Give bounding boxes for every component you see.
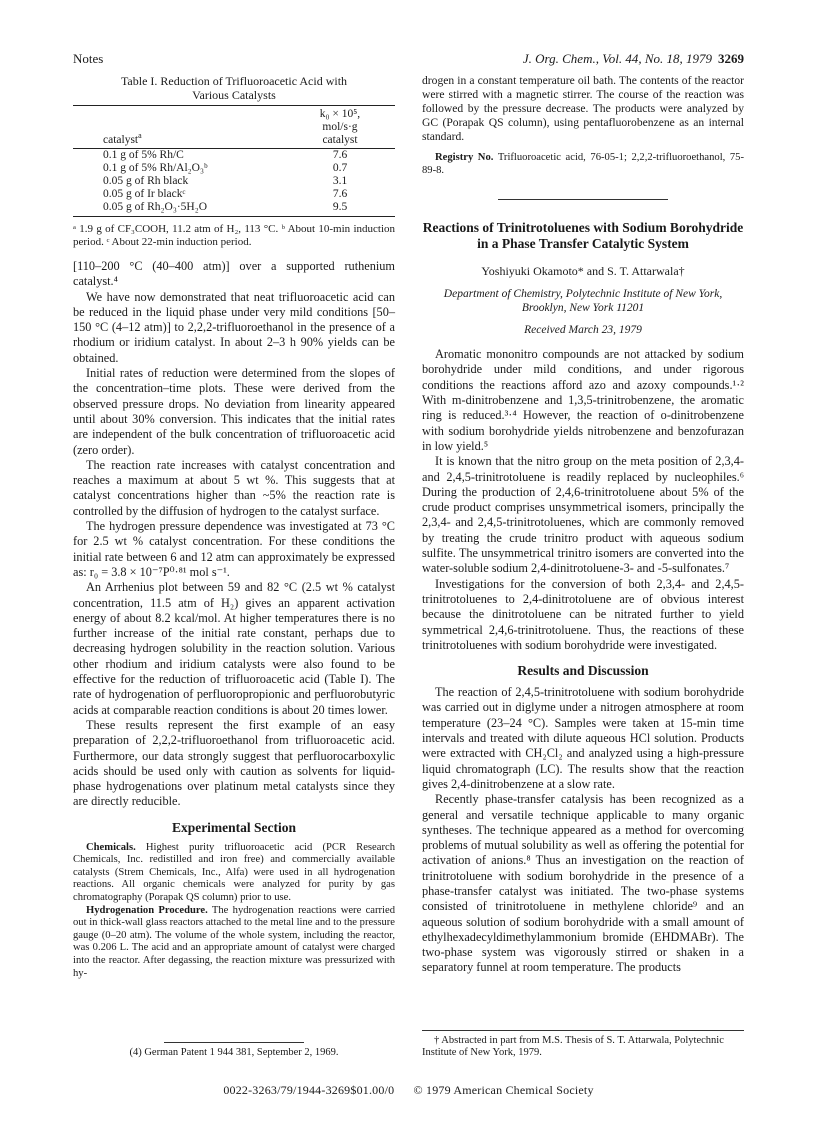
footnote-rule	[422, 1030, 744, 1031]
section-heading-experimental: Experimental Section	[171, 819, 297, 835]
footnote-right	[422, 1030, 744, 1059]
paragraph-hydrogenation	[73, 905, 395, 981]
registry-paragraph	[422, 152, 744, 177]
table-cell-catalyst: 0.1 g of 5% Rh/C	[103, 149, 184, 161]
paragraph: drogen in a constant temperature oil bath. The contents of the reactor were stirred with a magnetic stirrer. The course of the reaction was followed by the pressure decrease. The products were analyzed by GC (Porapak QS column), using pentafluorobenzene as an internal standard.	[422, 74, 744, 143]
table-header-row	[73, 106, 395, 149]
section-heading-results: Results and Discussion	[517, 663, 649, 679]
paragraph: Aromatic mononitro compounds are not attacked by sodium borohydride under mild conditions, and under rigorous conditions the reactions afford azo and azoxy compounds.¹·² With m-dinitrobenzene and 1,3,5-trinitrobenzene, the aromatic ring is reduced.³·⁴ However, the reaction of o-dinitrobenzene with sodium borohydride yields nitrobenzene and benzofurazan in low yield.⁵	[422, 347, 744, 453]
paragraph: An Arrhenius plot between 59 and 82 °C (2.5 wt % catalyst concentration, 11.5 atm of H₂) gives an apparent activation energy of about 8.2 kcal/mol. At higher temperatures there is no further increase of the initial rate constant, perhaps due to decreasing hydrogen solubility in the reaction solution. Various other rhodium and iridium catalysts were also found to be effective for the reduction of trifluoroacetic acid (Table I). The rate of hydrogenation of perfluoropropionic and perfluorobutyric acids at comparable reaction conditions is about 20 times lower.	[73, 580, 395, 717]
table-row	[73, 149, 395, 163]
catalyst-table	[73, 105, 395, 217]
received-date: Received March 23, 1979	[524, 324, 642, 337]
table-cell-rate: 7.6	[332, 149, 348, 161]
paragraph: [110–200 °C (40–400 atm)] over a supported ruthenium catalyst.⁴	[73, 259, 395, 289]
run-in-heading: Registry No.	[435, 152, 494, 163]
paragraph: The hydrogen pressure dependence was investigated at 73 °C for 2.5 wt % catalyst concentration. For these conditions the initial rate between 6 and 12 atm can approximately be expressed as: r₀ = 3.8 × 10⁻⁷P⁰·⁸¹ mol s⁻¹.	[73, 519, 395, 579]
paragraph: Recently phase-transfer catalysis has been recognized as a general and versatile technique applicable to many organic syntheses. The technique appeared as a method for overcoming problems of mutual solubility as well as offering the potential for activation of anions.⁸ Thus an investigation on the reaction of trinitrotoluene with sodium borohydride in the presence of a phase-transfer catalyst was initiated. The two-phase systems consisted of trinitrotoluene in methylene chloride⁹ and an aqueous solution of sodium borohydride with a small amount of ethylhexadecyldimethylammonium bromide (EHDMABr). The two-phase system was vigorously stirred or shaken in a separatory funnel at room temperature. The products	[422, 792, 744, 975]
journal-citation: J. Org. Chem., Vol. 44, No. 18, 1979	[522, 51, 712, 66]
table-row	[73, 201, 395, 217]
table-caption-line2: Various Catalysts	[192, 88, 276, 102]
paragraph: The reaction rate increases with catalyst concentration and reaches a maximum at about 5 wt %. This suggests that at catalyst concentrations higher than ~5% the reaction rate is controlled by the diffusion of hydrogen to the catalyst surface.	[73, 457, 395, 518]
paragraph-text: Highest purity trifluoroacetic acid (PCR Research Chemicals, Inc. redistilled and iron free) and commercially available catalysts (Strem Chemicals, Inc., Alfa) were used in all hydrogenation reactions. All organic chemicals were analyzed for purity by gas chromatography (Porapak QS column) prior to use.	[73, 841, 395, 904]
table-footnote: ᵃ 1.9 g of CF₃COOH, 11.2 atm of H₂, 113 °C. ᵇ About 10-min induction period. ᶜ About 22-min induction period.	[73, 223, 395, 248]
copyright: © 1979 American Chemical Society	[413, 1083, 594, 1097]
header-rate: k₀ × 10⁵, mol/s·g catalyst	[285, 106, 395, 149]
table-cell-catalyst: 0.05 g of Rh₂O₃·5H₂O	[73, 201, 285, 217]
paragraph: Initial rates of reduction were determined from the slopes of the concentration–time plots. These were derived from the observed pressure drops. No deviation from linearity appeared until about 30% conversion. This indicates that the initial rates are independent of the bulk concentration of trifluoroacetic acid (zero order).	[73, 366, 395, 457]
paragraph-chemicals	[73, 842, 395, 905]
table-cell-catalyst: 0.05 g of Ir blackᶜ	[103, 188, 186, 200]
header-catalyst: catalyst$^a$	[73, 106, 285, 149]
article-affiliation: Department of Chemistry, Polytechnic Institute of New York, Brooklyn, New York 11201	[443, 288, 723, 315]
table-cell-catalyst: 0.1 g of 5% Rh/Al₂O₃ᵇ	[103, 162, 208, 174]
footnote-text: † Abstracted in part from M.S. Thesis of S. T. Attarwala, Polytechnic Institute of New York, 1979.	[422, 1035, 724, 1058]
table-row	[73, 162, 395, 175]
table-row	[73, 188, 395, 201]
table-cell-rate: 0.7	[332, 162, 348, 174]
table-caption-line1: Table I. Reduction of Trifluoroacetic Acid with	[120, 74, 348, 88]
paragraph: Investigations for the conversion of both 2,3,4- and 2,4,5-trinitrotoluenes to 2,4-dinitrotoluene are of obvious interest because the dinitrotoluene can be nitrated further to yield symmetrical 2,4,6-trinitrotoluene. Thus, the reactions of these trinitrotoluenes with sodium borohydride were investigated.	[422, 576, 744, 652]
footnote-left	[73, 1042, 395, 1059]
header-section: Notes	[73, 51, 104, 66]
paragraph: We have now demonstrated that neat trifluoroacetic acid can be reduced in the liquid phase under very mild conditions [50–150 °C (4–12 atm)] to 2,2,2-trifluoroethanol in the presence of a rhodium or iridium catalyst. In about 2–3 h 90% yields can be obtained.	[73, 289, 395, 365]
page-number: 3269	[718, 51, 744, 66]
table-cell-rate: 9.5	[285, 201, 395, 217]
paragraph: These results represent the first example of an easy preparation of 2,2,2-trifluoroethanol from trifluoroacetic acid. Furthermore, our data strongly suggest that perfluorocarboxylic acids should be used only with caution as solvents for liquid-phase hydrogenations over platinum metal catalysts since they are directly reducible.	[73, 717, 395, 809]
table-caption	[73, 74, 395, 102]
doc-code: 0022-3263/79/1944-3269$01.00/0	[223, 1083, 395, 1097]
registry-text: Trifluoroacetic acid, 76-05-1; 2,2,2-trifluoroethanol, 75-89-8.	[422, 152, 744, 176]
right-column	[422, 74, 744, 976]
table-cell-rate: 3.1	[332, 175, 348, 187]
article-authors: Yoshiyuki Okamoto* and S. T. Attarwala†	[481, 264, 685, 279]
footnote-text: (4) German Patent 1 944 381, September 2, 1969.	[129, 1047, 339, 1058]
table-cell-rate: 7.6	[332, 188, 348, 200]
section-separator	[498, 199, 668, 200]
run-in-heading: Hydrogenation Procedure.	[86, 904, 208, 916]
paragraph: The reaction of 2,4,5-trinitrotoluene with sodium borohydride was carried out in diglyme under a nitrogen atmosphere at room temperature (23–24 °C). Samples were taken at 15-min time intervals and treated with dilute aqueous HCl solution. Products were extracted with CH₂Cl₂ and analyzed using a high-pressure liquid chromatograph (LC). The results show that the reaction gives 2,4-dinitrobenzene at a slow rate.	[422, 685, 744, 791]
paragraph-text: The hydrogenation reactions were carried out in thick-wall glass reactors attached to the metal line and to the pressure gauge (0–20 atm). The volume of the whole system, including the reactor, was 0.206 L. The acid and an appropriate amount of catalyst were charged into the reactor. After degassing, the reaction mixture was pressurized with hy-	[73, 904, 395, 979]
run-in-heading: Chemicals.	[86, 841, 136, 853]
footnote-rule	[164, 1042, 304, 1043]
running-header	[73, 50, 744, 68]
paragraph: It is known that the nitro group on the meta position of 2,3,4- and 2,4,5-trinitrotoluene is readily replaced by nucleophiles.⁶ During the production of 2,4,6-trinitrotoluene about 5% of the crude product comprises unsymmetrical isomers, principally the 2,3,4- and 2,4,5-trinitrotoluenes, which are commonly removed by treating the crude trinitro product with aqueous sodium sulfite. The unsymmetrical trinitro isomers are converted into the water-soluble sodium 2,4-dinitrotoluene-3- and -5-sulfonates.⁷	[422, 454, 744, 576]
table-row	[73, 175, 395, 188]
table-cell-catalyst: 0.05 g of Rh black	[103, 175, 189, 187]
article-title: Reactions of Trinitrotoluenes with Sodium Borohydride in a Phase Transfer Catalytic System	[422, 220, 744, 252]
left-column	[73, 74, 395, 980]
page-footer	[0, 1083, 817, 1098]
header-journal	[523, 50, 744, 68]
